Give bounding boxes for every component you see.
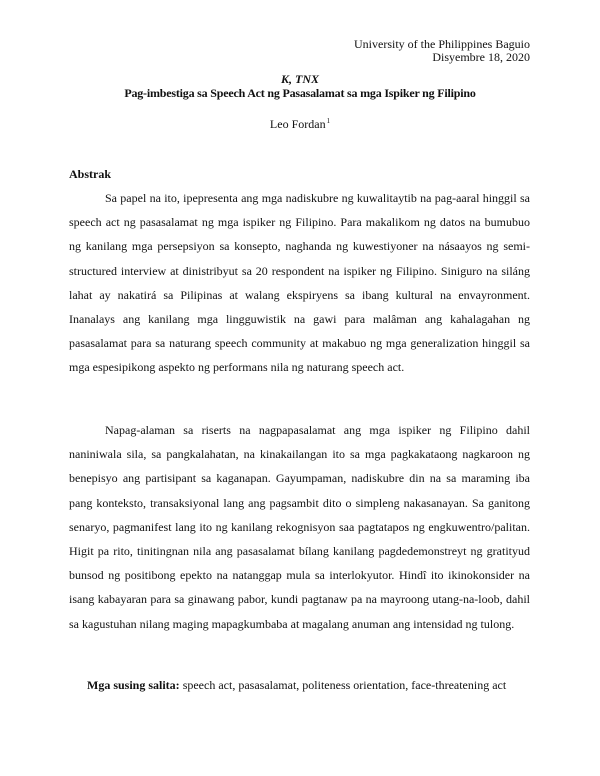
paper-title: Pag-imbestiga sa Speech Act ng Pasasalamat sa mga Ispiker ng Filipino — [124, 86, 476, 100]
paper-header — [354, 38, 530, 64]
abstract-heading: Abstrak — [69, 167, 112, 181]
abstract-paragraph-2: Napag-alaman sa riserts na nagpapasalamat ang mga ispiker ng Filipino dahil naniniwala sila, sa pangkalahatan, na kinakailangan ito sa mga pagkakataong nagkaroon ng benepisyo ang partisipant sa kaganapan. Gayumpaman, nadiskubre din na sa maraming iba pang konteksto, transaksiyonal lang ang pagsambit dito o simpleng nakasanayan. Sa ganitong senaryo, pagmanifest lang ito ng kanilang rekognisyon saa pagtatapos ng engkuwentro/palitan. Higit pa rito, tinitingnan nila ang pasasalamat bílang kanilang pagdedemonstreyt ng gratityud bunsod ng positibong epekto na natanggap mula sa interlokyutor. Hindî ito ikinokonsider na isang kabayaran para sa ginawang pabor, kundi pagtanaw pa na mayroong utang-na-loob, dahil sa kagustuhan nilang maging mapagkumbaba at magalang anuman ang intensidad ng tulong. — [69, 423, 530, 631]
date-line: Disyembre 18, 2020 — [432, 50, 530, 64]
institution-line: University of the Philippines Baguio — [354, 37, 530, 51]
title-block — [0, 72, 600, 100]
keywords-label: Mga susing salita: — [87, 678, 180, 692]
keywords-line — [87, 678, 506, 693]
short-title: K, TNX — [280, 72, 319, 86]
author-name: Leo Fordan — [269, 117, 326, 131]
author-line — [0, 117, 600, 132]
keywords-terms: speech act, pasasalamat, politeness orientation, face-threatening act — [182, 678, 507, 692]
author-footnote-mark: 1 — [326, 117, 331, 125]
abstract-paragraph-1: Sa papel na ito, ipepresenta ang mga nadiskubre ng kuwalitaytib na pag-aaral hinggil sa speech act ng pasasalamat ng mga ispiker ng Filipino. Para makalikom ng datos na bumubuo ng kanilang mga persepsiyon sa konsepto, naghanda ng kuwestiyoner na násaayos ng semi-structured interview at dinistribyut sa 20 respondent na ispiker ng Filipino. Siniguro na siláng lahat ay nakatirá sa Pilipinas at walang ekspiryens sa ibang kultural na envayronment. Inanalays ang kanilang mga lingguwistik na gawi para malâman ang kahalagahan ng pasasalamat para sa naturang speech community at makabuo ng mga generalization hinggil sa mga espesipikong aspekto ng performans nila ng naturang speech act. — [69, 191, 530, 375]
